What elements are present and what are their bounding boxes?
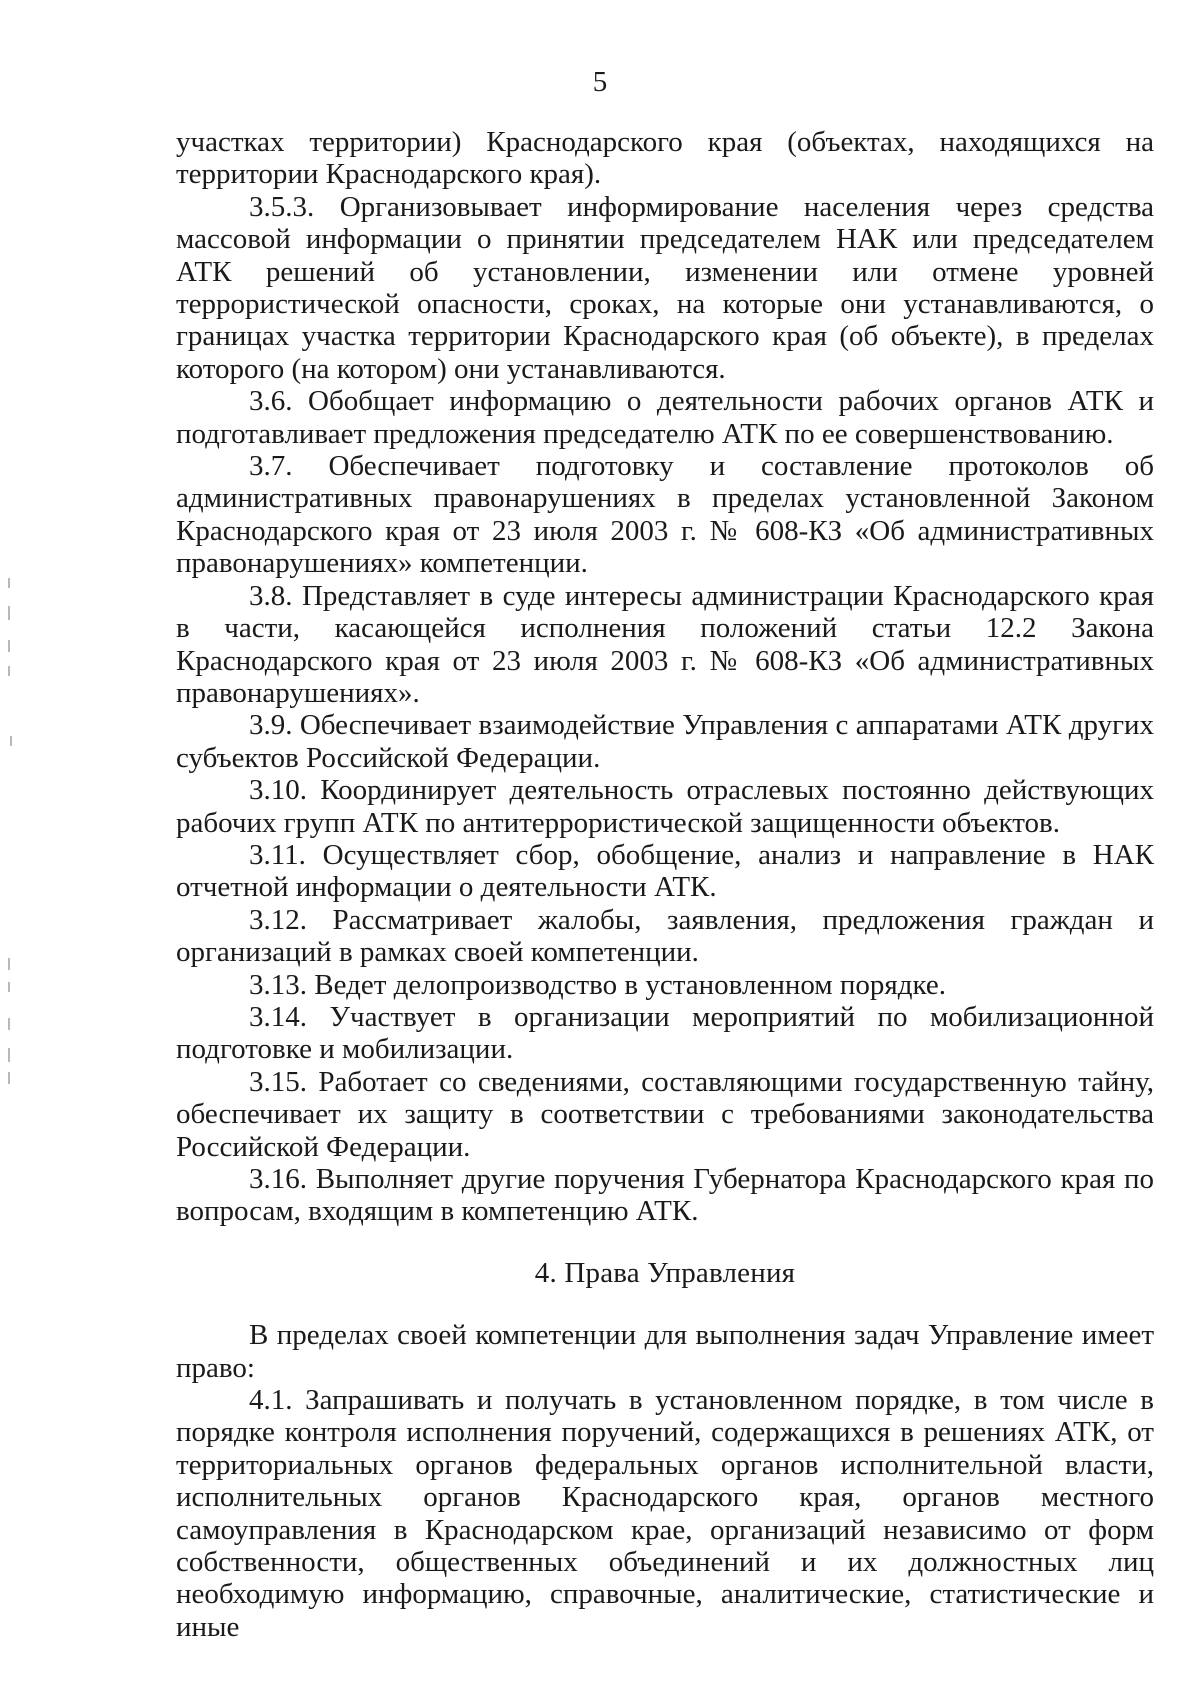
page-number: 5 bbox=[592, 66, 608, 98]
paragraph-3-12: 3.12. Рассматривает жалобы, заявления, предложения граждан и организаций в рамках своей компетенции. bbox=[176, 903, 1154, 969]
paragraph-3-9: 3.9. Обеспечивает взаимодействие Управления с аппаратами АТК других субъектов Российской Федерации. bbox=[176, 709, 1154, 774]
paragraph-3-10: 3.10. Координирует деятельность отраслевых постоянно действующих рабочих групп АТК по антитеррористической защищенности объектов. bbox=[176, 774, 1154, 839]
paragraph-3-5-3: 3.5.3. Организовывает информирование населения через средства массовой информации о принятии председателем НАК или председателем АТК решений об установлении, изменении или отмене уровней террористической опасности, сроках, на которые они устанавливаются, о границах участка территории Краснодарского края (об объекте), в пределах которого (на котором) они устанавливаются. bbox=[176, 190, 1154, 385]
document-body bbox=[176, 126, 1154, 1643]
paragraph-3-13: 3.13. Ведет делопроизводство в установленном порядке. bbox=[249, 968, 947, 1001]
paragraph-3-15: 3.15. Работает со сведениями, составляющими государственную тайну, обеспечивает их защиту в соответствии с требованиями законодательства Российской Федерации. bbox=[176, 1065, 1154, 1163]
paragraph-3-8: 3.8. Представляет в суде интересы администрации Краснодарского края в части, касающейся исполнения положений статьи 12.2 Закона Краснодарского края от 23 июля 2003 г. № 608-КЗ «Об административных правонарушениях». bbox=[176, 579, 1154, 709]
paragraph-3-16: 3.16. Выполняет другие поручения Губернатора Краснодарского края по вопросам, входящим в компетенцию АТК. bbox=[176, 1163, 1154, 1228]
paragraph-4-1: 4.1. Запрашивать и получать в установленном порядке, в том числе в порядке контроля исполнения поручений, содержащихся в решениях АТК, от территориальных органов федеральных органов исполнительной власти, исполнительных органов Краснодарского края, органов местного самоуправления в Краснодарском крае, организаций независимо от форм собственности, общественных объединений и их должностных лиц необходимую информацию, справочные, аналитические, статистические и иные bbox=[176, 1384, 1154, 1643]
scan-margin-marks bbox=[0, 0, 40, 1696]
paragraph-3-7: 3.7. Обеспечивает подготовку и составление протоколов об административных правонарушениях в пределах установленной Законом Краснодарского края от 23 июля 2003 г. № 608-КЗ «Об административных правонарушениях» компетенции. bbox=[176, 450, 1154, 580]
section-heading bbox=[176, 1257, 1154, 1289]
paragraph-3-14: 3.14. Участвует в организации мероприятий по мобилизационной подготовке и мобилизации. bbox=[176, 1000, 1154, 1066]
paragraph-3-11: 3.11. Осуществляет сбор, обобщение, анализ и направление в НАК отчетной информации о деятельности АТК. bbox=[176, 838, 1154, 904]
section-title: 4. Права Управления bbox=[534, 1256, 796, 1289]
paragraph-section-intro: В пределах своей компетенции для выполнения задач Управление имеет право: bbox=[176, 1319, 1154, 1384]
paragraph-continuation: участках территории) Краснодарского края (объектах, находящихся на территории Краснодарского края). bbox=[176, 126, 1154, 191]
paragraph-3-6: 3.6. Обобщает информацию о деятельности рабочих органов АТК и подготавливает предложения председателю АТК по ее совершенствованию. bbox=[176, 385, 1154, 450]
